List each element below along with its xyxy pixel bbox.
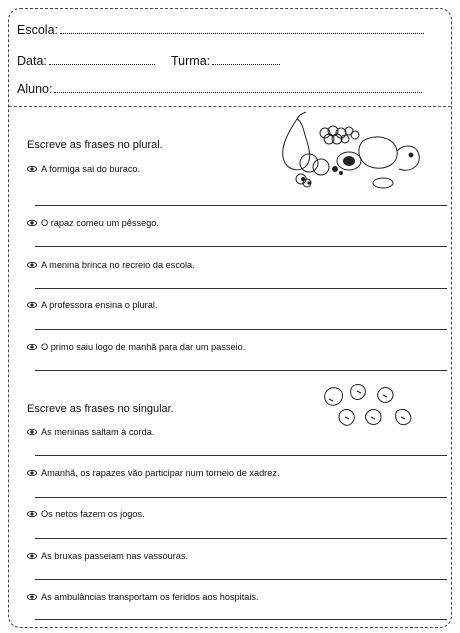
answer-line[interactable] bbox=[35, 246, 447, 247]
class-label: Turma: bbox=[171, 54, 211, 68]
answer-line[interactable] bbox=[35, 579, 447, 580]
sentence-text: As meninas saltam à corda. bbox=[41, 427, 155, 437]
header-divider bbox=[9, 106, 451, 107]
eye-icon bbox=[27, 220, 37, 226]
class-dotted-line bbox=[212, 64, 280, 65]
singular-section-title: Escreve as frases no singular. bbox=[27, 403, 174, 415]
sentence-text: A menina brinca no recreio da escola. bbox=[41, 260, 195, 270]
plural-sentence-2 bbox=[27, 218, 159, 228]
answer-line[interactable] bbox=[35, 370, 447, 371]
plural-sentence-5 bbox=[27, 342, 245, 352]
answer-line[interactable] bbox=[35, 329, 447, 330]
answer-line[interactable] bbox=[35, 619, 447, 620]
sentence-text: As ambulâncias transportam os feridos aos hospitais. bbox=[41, 592, 259, 602]
eye-icon bbox=[27, 166, 37, 172]
singular-sentence-2 bbox=[27, 468, 280, 478]
answer-line[interactable] bbox=[35, 455, 447, 456]
singular-sentence-3 bbox=[27, 509, 145, 519]
plural-section-title: Escreve as frases no plural. bbox=[27, 139, 163, 151]
eye-icon bbox=[27, 511, 37, 517]
sentence-text: A professora ensina o plural. bbox=[41, 300, 158, 310]
student-field[interactable] bbox=[17, 82, 422, 96]
answer-line[interactable] bbox=[35, 538, 447, 539]
student-label: Aluno: bbox=[17, 82, 53, 96]
singular-sentence-5 bbox=[27, 592, 259, 602]
school-dotted-line bbox=[60, 33, 424, 34]
singular-sentence-4 bbox=[27, 551, 188, 561]
answer-line[interactable] bbox=[35, 288, 447, 289]
sentence-text: As bruxas passeiam nas vassouras. bbox=[41, 551, 189, 561]
class-field[interactable] bbox=[171, 54, 280, 68]
date-label: Data: bbox=[17, 54, 47, 68]
eye-icon bbox=[27, 470, 37, 476]
plural-sentence-4 bbox=[27, 300, 157, 310]
eye-icon bbox=[27, 594, 37, 600]
sentence-text: O primo saiu logo de manhã para dar um passeio. bbox=[41, 342, 246, 352]
sentence-text: A formiga sai do buraco. bbox=[41, 164, 141, 174]
sentence-text: Amanhã, os rapazes vão participar num torneio de xadrez. bbox=[41, 468, 280, 478]
eye-icon bbox=[27, 302, 37, 308]
sentence-text: Os netos fazem os jogos. bbox=[41, 509, 145, 519]
eye-icon bbox=[27, 429, 37, 435]
school-label: Escola: bbox=[17, 23, 58, 37]
sentence-text: O rapaz comeu um pêssego. bbox=[41, 218, 159, 228]
singular-sentence-1 bbox=[27, 427, 154, 437]
student-dotted-line bbox=[54, 92, 422, 93]
fruit-basket-illustration bbox=[279, 111, 429, 191]
date-field[interactable] bbox=[17, 54, 155, 68]
answer-line[interactable] bbox=[35, 205, 447, 206]
eye-icon bbox=[27, 553, 37, 559]
date-dotted-line bbox=[49, 64, 155, 65]
answer-line[interactable] bbox=[35, 497, 447, 498]
plural-sentence-1 bbox=[27, 164, 140, 174]
plural-sentence-3 bbox=[27, 260, 195, 270]
seeds-illustration bbox=[321, 381, 425, 435]
eye-icon bbox=[27, 262, 37, 268]
school-field[interactable] bbox=[17, 23, 424, 37]
worksheet bbox=[8, 8, 452, 628]
eye-icon bbox=[27, 344, 37, 350]
